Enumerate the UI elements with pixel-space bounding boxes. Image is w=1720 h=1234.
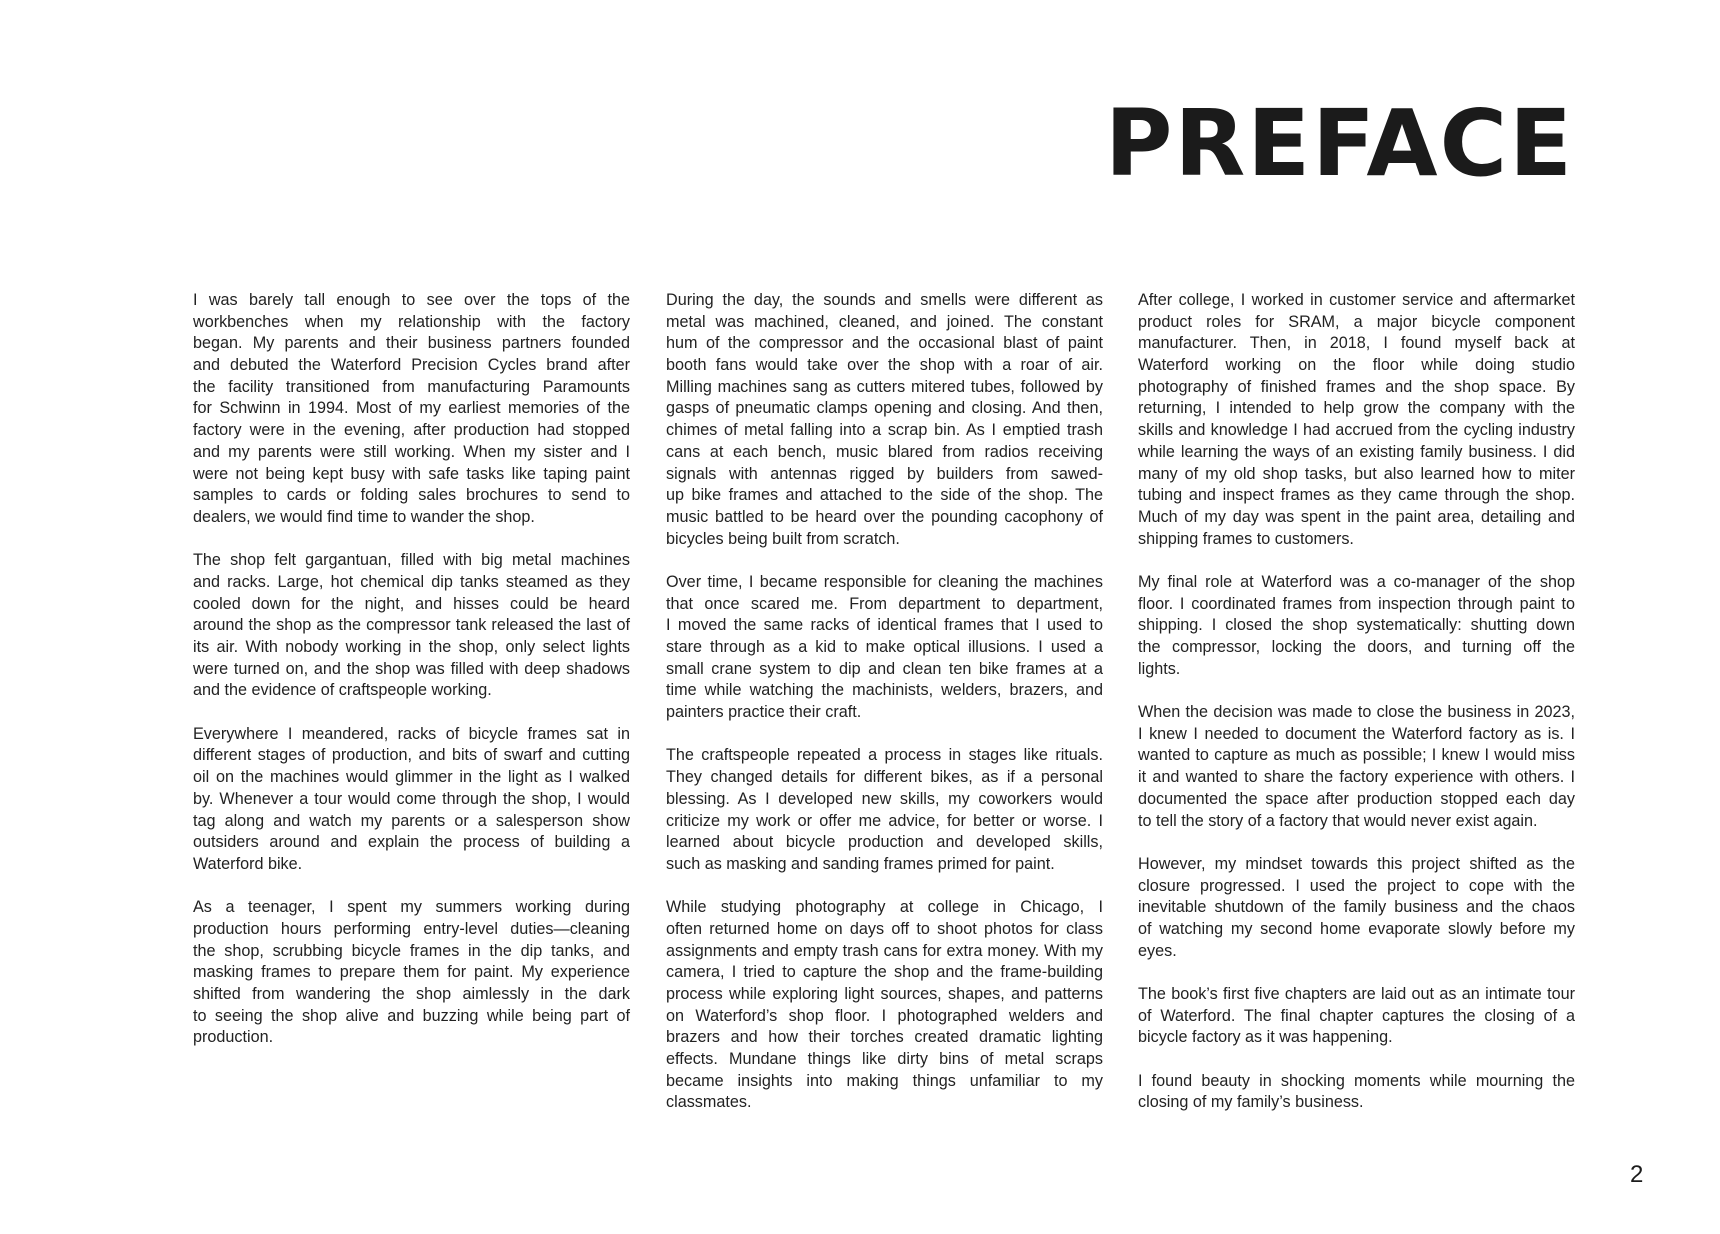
text-line: Waterford working on the floor while doing studio <box>1138 356 1575 375</box>
text-line: After college, I worked in customer service and aftermarket <box>1138 291 1575 309</box>
text-line: samples to cards or folding sales brochures to send to <box>193 486 630 505</box>
text-line: for Schwinn in 1994. Most of my earliest memories of the <box>193 399 630 418</box>
text-line: booth fans would take over the shop with a roar of air. <box>666 356 1103 375</box>
text-line: painters practice their craft. <box>666 703 862 722</box>
text-line: time while watching the machinists, welders, brazers, and <box>666 681 1103 700</box>
text-line: process while exploring light sources, shapes, and patterns <box>666 985 1103 1003</box>
text-line: the compressor, locking the doors, and turning off the <box>1138 638 1575 656</box>
text-line: floor. I coordinated frames from inspection through paint to <box>1138 594 1575 613</box>
text-line: stare through as a kid to make optical illusions. I used a <box>666 638 1103 656</box>
paragraph <box>1138 290 1575 550</box>
text-line: As a teenager, I spent my summers working during <box>193 898 630 917</box>
text-line: to seeing the shop alive and buzzing while being part of <box>193 1006 630 1025</box>
text-line: workbenches when my relationship with the factory <box>193 312 630 331</box>
text-line: lights. <box>1138 659 1181 678</box>
text-line: bicycle factory as it was happening. <box>1138 1028 1393 1047</box>
paragraph <box>193 550 630 702</box>
text-line: blessing. As I developed new skills, my coworkers would <box>666 789 1103 808</box>
text-line: wanted to capture as much as possible; I knew I would miss <box>1138 746 1575 765</box>
paragraph <box>1138 854 1575 962</box>
text-line: criticize my work or offer me advice, for better or worse. I <box>666 811 1103 830</box>
text-line: assignments and empty trash cans for extra money. With my <box>666 941 1103 960</box>
text-line: I knew I needed to document the Waterford factory as is. I <box>1138 724 1575 743</box>
text-line: Everywhere I meandered, racks of bicycle frames sat in <box>193 724 630 743</box>
text-column-3 <box>1138 290 1575 1136</box>
text-line: production. <box>193 1028 274 1047</box>
text-line: production hours performing entry-level duties—cleaning <box>193 919 630 938</box>
text-line: learned about bicycle production and developed skills, <box>666 833 1103 852</box>
text-line: signals with antennas rigged by builders from sawed- <box>666 464 1103 483</box>
text-line: on Waterford’s shop floor. I photographed welders and <box>666 1006 1103 1025</box>
paragraph <box>193 290 630 529</box>
text-line: its air. With nobody working in the shop, only select lights <box>193 638 630 656</box>
paragraph <box>666 572 1103 724</box>
text-line: bicycles being built from scratch. <box>666 529 900 548</box>
text-line: The shop felt gargantuan, filled with big metal machines <box>193 551 630 570</box>
text-line: and the evidence of craftspeople working. <box>193 681 492 700</box>
text-line: outsiders around and explain the process of building a <box>193 833 630 852</box>
text-line: were not being kept busy with safe tasks like taping paint <box>193 464 630 483</box>
text-line: chimes of metal falling into a scrap bin. As I emptied trash <box>666 421 1103 440</box>
text-line: the facility transitioned from manufacturing Paramounts <box>193 377 630 396</box>
text-line: camera, I tried to capture the shop and the frame-building <box>666 963 1103 982</box>
text-line: that once scared me. From department to department, <box>666 594 1103 613</box>
paragraph <box>1138 984 1575 1049</box>
text-line: My final role at Waterford was a co-manager of the shop <box>1138 572 1575 591</box>
text-line: I found beauty in shocking moments while mourning the <box>1138 1071 1575 1090</box>
paragraph <box>666 745 1103 875</box>
text-line: I was barely tall enough to see over the tops of the <box>193 291 630 309</box>
text-line: shifted from wandering the shop aimlessly in the dark <box>193 985 630 1003</box>
text-line: such as masking and sanding frames primed for paint. <box>666 854 1055 873</box>
text-line: different stages of production, and bits of swarf and cutting <box>193 746 630 765</box>
text-line: were turned on, and the shop was filled with deep shadows <box>193 659 630 678</box>
text-line: However, my mindset towards this project shifted as the <box>1138 854 1575 873</box>
text-line: shipping. I closed the shop systematically: shutting down <box>1138 616 1575 635</box>
text-line: oil on the machines would glimmer in the light as I walked <box>193 768 630 787</box>
text-line: the shop, scrubbing bicycle frames in the dip tanks, and <box>193 941 630 960</box>
paragraph <box>666 290 1103 550</box>
text-line: Much of my day was spent in the paint area, detailing and <box>1138 507 1575 526</box>
text-line: product roles for SRAM, a major bicycle component <box>1138 312 1575 331</box>
text-line: tag along and watch my parents or a salesperson show <box>193 811 630 830</box>
text-line: brazers and how their torches created dramatic lighting <box>666 1028 1103 1047</box>
text-line: it and wanted to share the factory experience with others. I <box>1138 768 1575 787</box>
text-line: many of my old shop tasks, but also learned how to miter <box>1138 464 1575 483</box>
text-line: by. Whenever a tour would come through the shop, I would <box>193 789 630 808</box>
text-line: closing of my family’s business. <box>1138 1093 1364 1112</box>
text-line: photography of finished frames and the shop space. By <box>1138 377 1575 396</box>
text-line: began. My parents and their business partners founded <box>193 334 630 353</box>
text-line: around the shop as the compressor tank released the last of <box>193 616 630 635</box>
text-line: while learning the ways of an existing family business. I did <box>1138 442 1575 461</box>
text-line: small crane system to dip and clean ten bike frames at a <box>666 659 1103 678</box>
text-line: music battled to be heard over the pounding cacophony of <box>666 507 1103 526</box>
text-line: shipping frames to customers. <box>1138 529 1354 548</box>
text-line: masking frames to prepare them for paint. My experience <box>193 963 630 982</box>
text-line: often returned home on days off to shoot photos for class <box>666 919 1103 938</box>
text-line: cooled down for the night, and hisses could be heard <box>193 594 630 613</box>
page-title: PREFACE <box>1105 90 1574 197</box>
text-line: metal was machined, cleaned, and joined. The constant <box>666 312 1103 331</box>
text-line: up bike frames and attached to the side of the shop. The <box>666 486 1103 505</box>
text-line: cans at each bench, music blared from radios receiving <box>666 442 1103 461</box>
text-line: of watching my second home evaporate slowly before my <box>1138 919 1575 938</box>
text-line: When the decision was made to close the business in 2023, <box>1138 703 1575 722</box>
text-line: While studying photography at college in Chicago, I <box>666 898 1103 917</box>
text-line: and my parents were still working. When my sister and I <box>193 442 630 461</box>
text-line: eyes. <box>1138 941 1177 960</box>
text-column-1 <box>193 290 630 1071</box>
text-line: They changed details for different bikes, as if a personal <box>666 768 1103 787</box>
text-line: classmates. <box>666 1093 752 1112</box>
text-line: gasps of pneumatic clamps opening and closing. And then, <box>666 399 1103 418</box>
text-line: and debuted the Waterford Precision Cycles brand after <box>193 356 630 375</box>
text-line: manufacturer. Then, in 2018, I found myself back at <box>1138 334 1575 353</box>
text-line: effects. Mundane things like dirty bins of metal scraps <box>666 1050 1103 1069</box>
text-line: returning, I intended to help grow the company with the <box>1138 399 1575 418</box>
paragraph <box>1138 572 1575 680</box>
text-line: factory were in the evening, after production had stopped <box>193 421 630 440</box>
paragraph <box>1138 1071 1575 1114</box>
paragraph <box>1138 702 1575 832</box>
text-line: to tell the story of a factory that would never exist again. <box>1138 811 1538 830</box>
text-line: hum of the compressor and the occasional blast of paint <box>666 334 1103 353</box>
text-line: Milling machines sang as cutters mitered tubes, followed by <box>666 377 1103 396</box>
text-line: During the day, the sounds and smells were different as <box>666 291 1103 309</box>
text-line: Over time, I became responsible for cleaning the machines <box>666 572 1103 591</box>
text-line: closure progressed. I used the project to cope with the <box>1138 876 1575 895</box>
text-column-2 <box>666 290 1103 1136</box>
text-line: and racks. Large, hot chemical dip tanks steamed as they <box>193 572 630 591</box>
text-line: documented the space after production stopped each day <box>1138 789 1575 808</box>
text-line: Waterford bike. <box>193 854 303 873</box>
text-line: of Waterford. The final chapter captures the closing of a <box>1138 1006 1575 1025</box>
text-line: skills and knowledge I had accrued from the cycling industry <box>1138 421 1575 440</box>
text-line: inevitable shutdown of the family business and the chaos <box>1138 898 1575 917</box>
text-line: The book’s first five chapters are laid out as an intimate tour <box>1138 985 1575 1003</box>
paragraph <box>193 897 630 1049</box>
text-line: The craftspeople repeated a process in stages like rituals. <box>666 746 1103 765</box>
page-number: 2 <box>1630 1161 1644 1188</box>
text-line: tubing and inspect frames as they came through the shop. <box>1138 486 1575 505</box>
text-line: became insights into making things unfamiliar to my <box>666 1071 1103 1090</box>
paragraph <box>666 897 1103 1114</box>
text-line: I moved the same racks of identical frames that I used to <box>666 616 1103 635</box>
text-line: dealers, we would find time to wander the shop. <box>193 507 535 526</box>
paragraph <box>193 724 630 876</box>
